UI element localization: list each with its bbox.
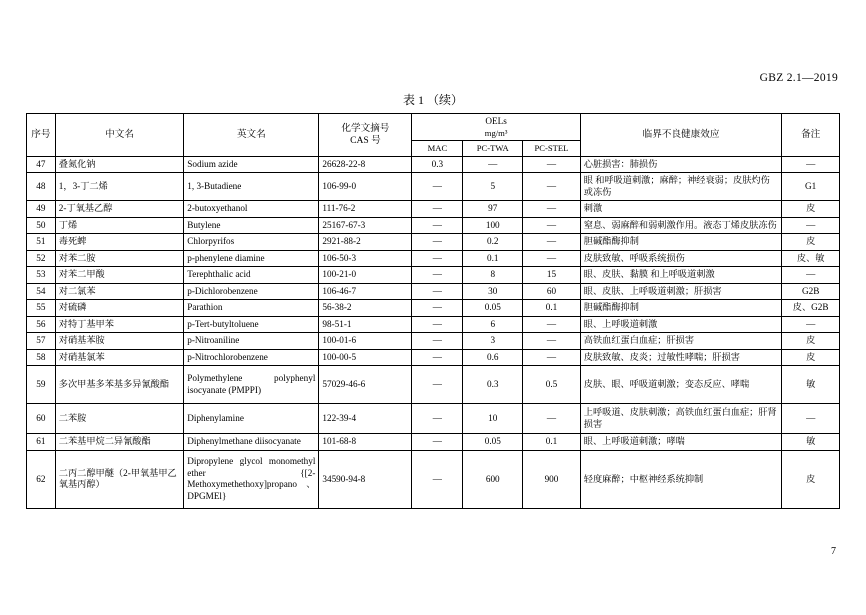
cell-mac: — [412, 349, 463, 366]
cell-health-effect: 眼 和呼吸道刺激；麻醉；神经衰弱；皮肤灼伤或冻伤 [580, 173, 782, 201]
cell-pc-twa: 97 [463, 201, 523, 218]
table-row [27, 434, 840, 451]
table-row [27, 234, 840, 251]
cell-english-name: Butylene [184, 217, 319, 234]
cell-cas: 2921-88-2 [319, 234, 412, 251]
cell-remark: 敏 [782, 366, 840, 404]
cell-remark: 皮 [782, 349, 840, 366]
oel-table-container [26, 113, 840, 509]
cell-mac: — [412, 333, 463, 350]
cell-remark: — [782, 316, 840, 333]
cell-chinese-name: 二苯基甲烷二异氰酸酯 [55, 434, 183, 451]
cell-chinese-name: 对硝基苯胺 [55, 333, 183, 350]
cell-remark: — [782, 267, 840, 284]
cell-seq: 60 [27, 404, 56, 434]
cell-pc-twa: 30 [463, 283, 523, 300]
table-row [27, 201, 840, 218]
cell-mac: — [412, 450, 463, 508]
cell-pc-twa: 0.1 [463, 250, 523, 267]
cell-health-effect: 眼、皮肤、上呼吸道刺激；肝损害 [580, 283, 782, 300]
cell-cas: 34590-94-8 [319, 450, 412, 508]
cell-seq: 59 [27, 366, 56, 404]
table-row [27, 156, 840, 173]
table-row [27, 300, 840, 317]
cell-chinese-name: 对硫磷 [55, 300, 183, 317]
header-row-1 [27, 114, 840, 141]
header-cas [319, 114, 412, 157]
cell-pc-twa: 10 [463, 404, 523, 434]
cell-seq: 54 [27, 283, 56, 300]
cell-english-name: Sodium azide [184, 156, 319, 173]
cell-english-name: Chlorpyrifos [184, 234, 319, 251]
cell-chinese-name: 二丙二醇甲醚（2-甲氧基甲乙氧基丙醇） [55, 450, 183, 508]
cell-english-name: 1, 3-Butadiene [184, 173, 319, 201]
cell-cas: 25167-67-3 [319, 217, 412, 234]
cell-cas: 26628-22-8 [319, 156, 412, 173]
table-header [27, 114, 840, 157]
cell-health-effect: 刺激 [580, 201, 782, 218]
cell-health-effect: 皮肤致敏、皮炎；过敏性哮喘；肝损害 [580, 349, 782, 366]
cell-chinese-name: 对苯二甲酸 [55, 267, 183, 284]
table-row [27, 333, 840, 350]
header-oels-unit: mg/m³ [484, 127, 508, 138]
cell-mac: — [412, 234, 463, 251]
cell-english-name: p-Dichlorobenzene [184, 283, 319, 300]
cell-cas: 106-46-7 [319, 283, 412, 300]
cell-mac: — [412, 366, 463, 404]
cell-seq: 51 [27, 234, 56, 251]
cell-pc-stel: — [523, 201, 581, 218]
header-cas-line2: CAS 号 [350, 134, 381, 146]
cell-pc-twa: 6 [463, 316, 523, 333]
cell-pc-twa: 0.05 [463, 434, 523, 451]
cell-mac: — [412, 250, 463, 267]
cell-remark: — [782, 156, 840, 173]
cell-pc-stel: 0.1 [523, 434, 581, 451]
cell-pc-stel: — [523, 250, 581, 267]
oel-table [26, 113, 840, 509]
cell-pc-twa: 600 [463, 450, 523, 508]
cell-cas: 98-51-1 [319, 316, 412, 333]
cell-chinese-name: 对特丁基甲苯 [55, 316, 183, 333]
cell-english-name: Polymethylene polyphenyl isocyanate (PMPPI) [184, 366, 319, 404]
cell-chinese-name: 1，3-丁二烯 [55, 173, 183, 201]
cell-pc-twa: 5 [463, 173, 523, 201]
cell-mac: — [412, 300, 463, 317]
cell-cas: 106-50-3 [319, 250, 412, 267]
cell-health-effect: 上呼吸道、皮肤刺激；高铁血红蛋白血症；肝肾损害 [580, 404, 782, 434]
cell-mac: — [412, 404, 463, 434]
header-oels [412, 114, 580, 141]
header-oels-label: OELs [485, 116, 507, 126]
header-health-effect: 临界不良健康效应 [580, 114, 782, 157]
cell-remark: 皮、敏 [782, 250, 840, 267]
cell-pc-stel: — [523, 234, 581, 251]
header-seq: 序号 [27, 114, 56, 157]
cell-mac: — [412, 316, 463, 333]
cell-pc-twa: 0.05 [463, 300, 523, 317]
table-row [27, 267, 840, 284]
cell-cas: 111-76-2 [319, 201, 412, 218]
table-row [27, 316, 840, 333]
cell-health-effect: 皮肤致敏、呼吸系统损伤 [580, 250, 782, 267]
table-row [27, 366, 840, 404]
cell-pc-stel: — [523, 156, 581, 173]
cell-english-name: p-phenylene diamine [184, 250, 319, 267]
header-cas-line1: 化学文摘号 [341, 123, 390, 134]
cell-seq: 55 [27, 300, 56, 317]
cell-chinese-name: 毒死蜱 [55, 234, 183, 251]
cell-mac: — [412, 173, 463, 201]
cell-english-name: Terephthalic acid [184, 267, 319, 284]
cell-mac: 0.3 [412, 156, 463, 173]
cell-mac: — [412, 434, 463, 451]
cell-pc-stel: 0.5 [523, 366, 581, 404]
cell-cas: 101-68-8 [319, 434, 412, 451]
cell-chinese-name: 对苯二胺 [55, 250, 183, 267]
cell-mac: — [412, 267, 463, 284]
header-remark: 备注 [782, 114, 840, 157]
table-row [27, 450, 840, 508]
cell-remark: 皮、G2B [782, 300, 840, 317]
cell-pc-stel: — [523, 173, 581, 201]
cell-mac: — [412, 283, 463, 300]
table-body [27, 156, 840, 508]
cell-seq: 47 [27, 156, 56, 173]
cell-seq: 62 [27, 450, 56, 508]
header-pc-stel: PC-STEL [523, 141, 581, 157]
cell-mac: — [412, 217, 463, 234]
cell-pc-twa: 100 [463, 217, 523, 234]
cell-pc-twa: 3 [463, 333, 523, 350]
cell-seq: 52 [27, 250, 56, 267]
cell-remark: — [782, 217, 840, 234]
cell-pc-stel: — [523, 349, 581, 366]
cell-english-name: p-Nitroaniline [184, 333, 319, 350]
cell-chinese-name: 对二氯苯 [55, 283, 183, 300]
table-caption: 表 1 （续） [402, 93, 463, 107]
cell-remark: G1 [782, 173, 840, 201]
cell-english-name: Diphenylmethane diisocyanate [184, 434, 319, 451]
cell-english-name: 2-butoxyethanol [184, 201, 319, 218]
cell-chinese-name: 2-丁氧基乙醇 [55, 201, 183, 218]
cell-seq: 57 [27, 333, 56, 350]
cell-cas: 56-38-2 [319, 300, 412, 317]
cell-seq: 48 [27, 173, 56, 201]
cell-pc-twa: 0.6 [463, 349, 523, 366]
cell-health-effect: 高铁血红蛋白血症；肝损害 [580, 333, 782, 350]
cell-seq: 61 [27, 434, 56, 451]
cell-seq: 49 [27, 201, 56, 218]
cell-seq: 56 [27, 316, 56, 333]
cell-english-name: Dipropylene glycol monomethyl ether {[2-Methoxymethethoxy]propano、DPGMEl} [184, 450, 319, 508]
cell-cas: 100-00-5 [319, 349, 412, 366]
cell-remark: 皮 [782, 201, 840, 218]
table-row [27, 173, 840, 201]
cell-seq: 53 [27, 267, 56, 284]
cell-remark: 敏 [782, 434, 840, 451]
cell-health-effect: 眼、上呼吸道刺激 [580, 316, 782, 333]
cell-mac: — [412, 201, 463, 218]
cell-health-effect: 胆碱酯酶抑制 [580, 300, 782, 317]
cell-health-effect: 眼、上呼吸道刺激；哮喘 [580, 434, 782, 451]
cell-english-name: Diphenylamine [184, 404, 319, 434]
cell-remark: 皮 [782, 234, 840, 251]
cell-health-effect: 轻度麻醉；中枢神经系统抑制 [580, 450, 782, 508]
cell-seq: 50 [27, 217, 56, 234]
cell-chinese-name: 丁烯 [55, 217, 183, 234]
cell-chinese-name: 对硝基氯苯 [55, 349, 183, 366]
cell-health-effect: 眼、皮肤、黏膜 和上呼吸道刺激 [580, 267, 782, 284]
table-row [27, 217, 840, 234]
cell-pc-twa: 8 [463, 267, 523, 284]
cell-health-effect: 心脏损害：肺损伤 [580, 156, 782, 173]
cell-pc-stel: — [523, 333, 581, 350]
standard-code: GBZ 2.1—2019 [759, 72, 838, 84]
cell-chinese-name: 多次甲基多苯基多异氰酸酯 [55, 366, 183, 404]
table-row [27, 283, 840, 300]
cell-cas: 106-99-0 [319, 173, 412, 201]
cell-pc-stel: — [523, 404, 581, 434]
cell-cas: 122-39-4 [319, 404, 412, 434]
page-number: 7 [831, 546, 836, 557]
cell-cas: 100-01-6 [319, 333, 412, 350]
cell-health-effect: 胆碱酯酶抑制 [580, 234, 782, 251]
header-mac: MAC [412, 141, 463, 157]
cell-chinese-name: 叠氮化钠 [55, 156, 183, 173]
header-pc-twa: PC-TWA [463, 141, 523, 157]
cell-cas: 57029-46-6 [319, 366, 412, 404]
cell-health-effect: 窒息、弱麻醉和弱刺激作用。液态丁烯皮肤冻伤 [580, 217, 782, 234]
cell-pc-stel: — [523, 217, 581, 234]
cell-cas: 100-21-0 [319, 267, 412, 284]
cell-pc-twa: — [463, 156, 523, 173]
header-chinese-name: 中文名 [55, 114, 183, 157]
header-english-name: 英文名 [184, 114, 319, 157]
cell-pc-twa: 0.2 [463, 234, 523, 251]
table-row [27, 250, 840, 267]
cell-pc-stel: 900 [523, 450, 581, 508]
table-row [27, 349, 840, 366]
cell-pc-twa: 0.3 [463, 366, 523, 404]
table-row [27, 404, 840, 434]
cell-chinese-name: 二苯胺 [55, 404, 183, 434]
cell-pc-stel: 60 [523, 283, 581, 300]
cell-seq: 58 [27, 349, 56, 366]
cell-english-name: Parathion [184, 300, 319, 317]
cell-pc-stel: 0.1 [523, 300, 581, 317]
cell-english-name: p-Nitrochlorobenzene [184, 349, 319, 366]
cell-english-name: p-Tert-butyltoluene [184, 316, 319, 333]
cell-remark: 皮 [782, 333, 840, 350]
cell-remark: G2B [782, 283, 840, 300]
cell-pc-stel: — [523, 316, 581, 333]
cell-remark: — [782, 404, 840, 434]
cell-remark: 皮 [782, 450, 840, 508]
cell-health-effect: 皮肤、眼、呼吸道刺激；变态反应、哮喘 [580, 366, 782, 404]
cell-pc-stel: 15 [523, 267, 581, 284]
